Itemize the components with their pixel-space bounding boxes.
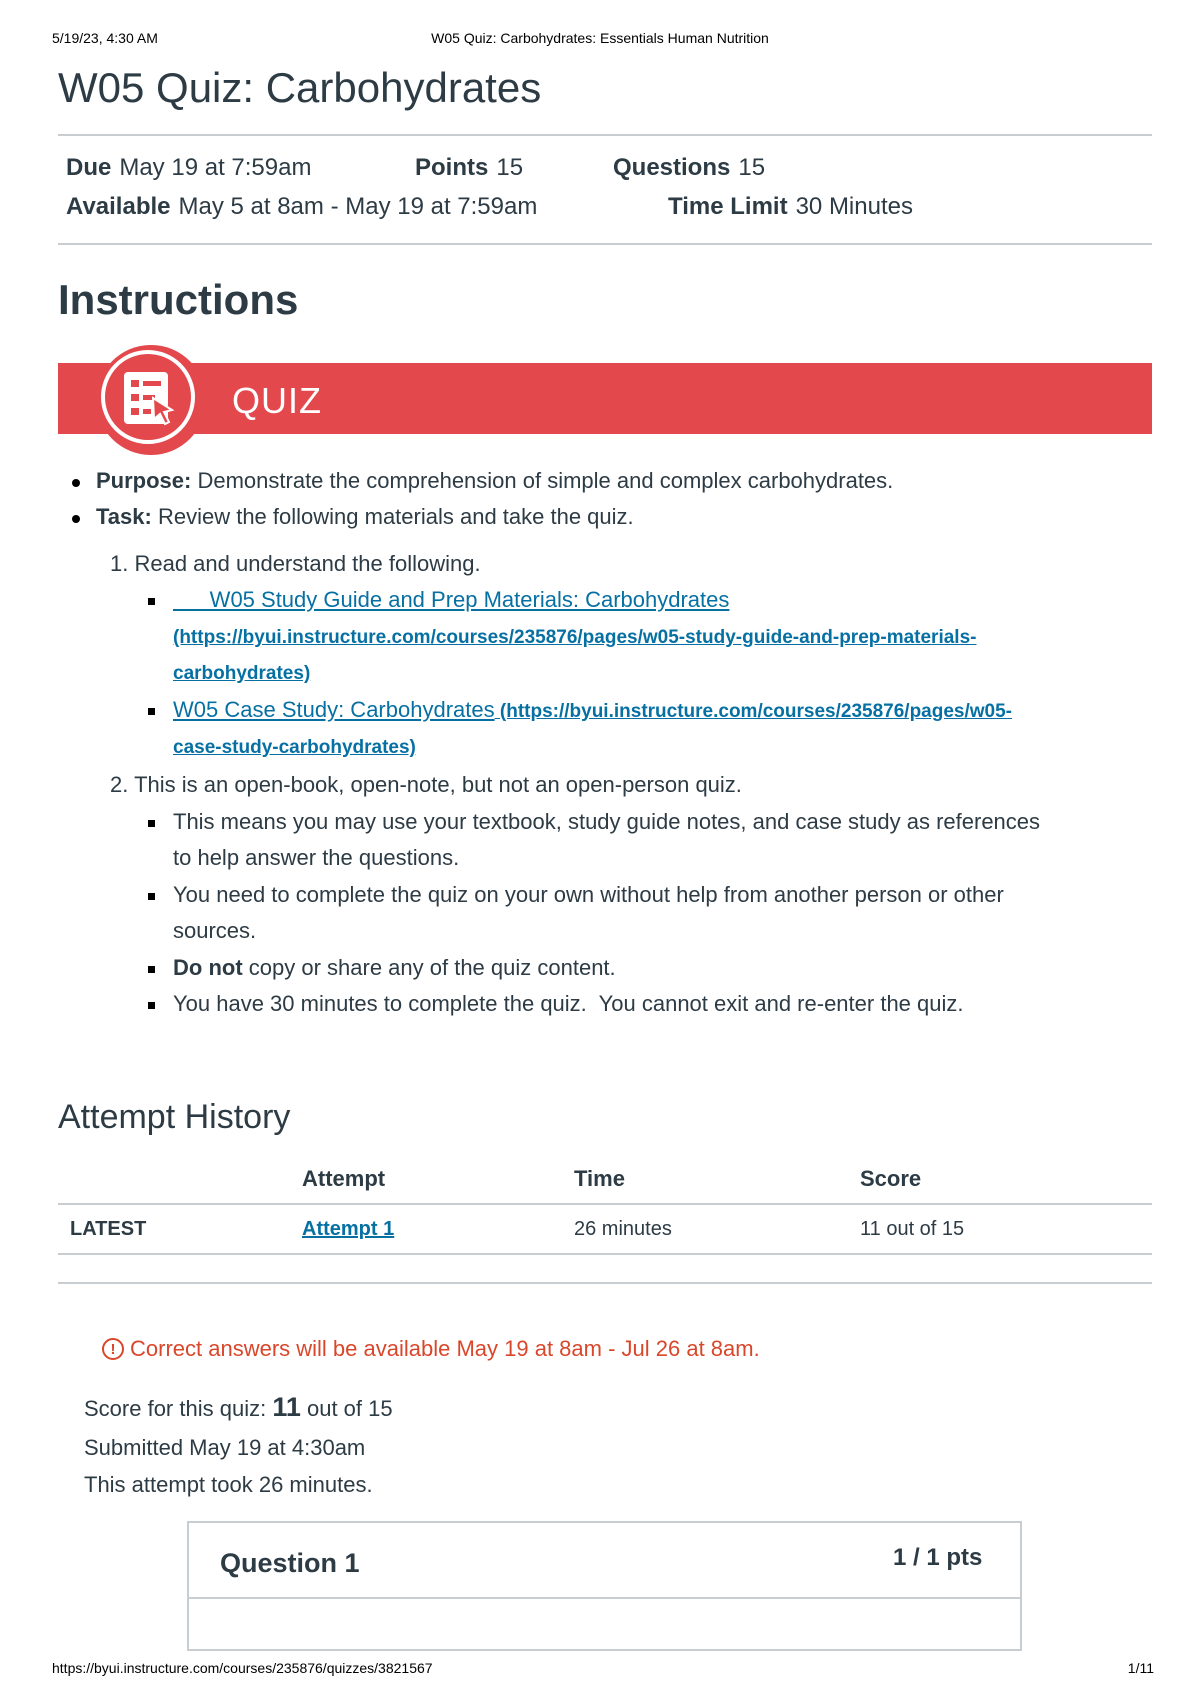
case-study-url[interactable]: case-study-carbohydrates) (173, 737, 416, 758)
divider (58, 134, 1152, 136)
purpose-item (96, 468, 893, 494)
divider (58, 1282, 1152, 1284)
questions-info (613, 154, 765, 182)
purpose-label: Purpose: (96, 468, 192, 493)
points-value: 15 (496, 154, 524, 181)
bullet (148, 598, 155, 605)
warning-icon: ! (102, 1338, 124, 1360)
col-header-attempt: Attempt (302, 1166, 386, 1191)
attempt-duration: This attempt took 26 minutes. (84, 1472, 373, 1497)
col-header-time: Time (574, 1166, 625, 1191)
task-item (96, 504, 634, 530)
case-study-url-line (173, 737, 416, 759)
score-prefix: Score for this quiz: (84, 1396, 273, 1421)
step-1: 1. Read and understand the following. (110, 551, 481, 576)
task-label: Task: (96, 504, 152, 529)
rule-item: You have 30 minutes to complete the quiz. You cannot exit and re-enter the quiz. (173, 991, 964, 1016)
bullet (148, 893, 155, 900)
question-points: 1 / 1 pts (893, 1544, 983, 1571)
points-label: Points (415, 154, 489, 181)
case-study-url[interactable]: (https://byui.instructure.com/courses/235876/pages/w05- (494, 701, 1012, 722)
do-not-text: copy or share any of the quiz content. (242, 955, 616, 980)
bullet (72, 515, 80, 523)
instructions-heading: Instructions (58, 276, 299, 323)
attempt-link[interactable]: Attempt 1 (302, 1218, 395, 1240)
submitted-time: Submitted May 19 at 4:30am (84, 1435, 366, 1460)
table-header-divider (58, 1203, 1152, 1205)
correct-answers-notice (102, 1336, 760, 1362)
study-guide-url-line (173, 663, 310, 685)
bullet (148, 966, 155, 973)
attempt-time: 26 minutes (574, 1218, 672, 1240)
study-guide-url[interactable]: (https://byui.instructure.com/courses/235876/pages/w05-study-guide-and-prep-materials- (173, 627, 977, 648)
print-page-title: W05 Quiz: Carbohydrates: Essentials Human Nutrition (431, 30, 769, 46)
bullet (148, 1002, 155, 1009)
time-limit-value: 30 Minutes (795, 193, 913, 220)
study-guide-link-item (173, 587, 729, 613)
latest-tag: LATEST (70, 1218, 147, 1240)
rule-item-cont: sources. (173, 918, 257, 943)
page-title: W05 Quiz: Carbohydrates (58, 64, 542, 111)
col-header-score: Score (860, 1166, 922, 1191)
rule-item: This means you may use your textbook, study guide notes, and case study as references (173, 809, 1041, 834)
rule-item-cont: to help answer the questions. (173, 845, 460, 870)
case-study-link[interactable]: W05 Case Study: Carbohydrates (173, 697, 495, 722)
score-value: 11 (272, 1392, 301, 1422)
question-title: Question 1 (220, 1548, 360, 1578)
time-limit-label: Time Limit (668, 193, 788, 220)
study-guide-url-line (173, 627, 976, 649)
quiz-score (84, 1392, 393, 1423)
case-study-link-item (173, 697, 1012, 723)
quiz-banner (58, 363, 1152, 434)
do-not-label: Do not (173, 955, 243, 980)
step-2: 2. This is an open-book, open-note, but not an open-person quiz. (110, 772, 742, 797)
rule-item: You need to complete the quiz on your own without help from another person or other (173, 882, 1004, 907)
purpose-text: Demonstrate the comprehension of simple and complex carbohydrates. (191, 468, 894, 493)
available-value: May 5 at 8am - May 19 at 7:59am (178, 193, 538, 220)
points-info (415, 154, 523, 182)
table-row-divider (58, 1253, 1152, 1255)
print-url: https://byui.instructure.com/courses/235876/quizzes/3821567 (52, 1660, 433, 1676)
time-limit-info (668, 193, 913, 221)
quiz-banner-label: QUIZ (232, 380, 322, 421)
correct-answers-notice-text: Correct answers will be available May 19 at 8am - Jul 26 at 8am. (130, 1336, 760, 1361)
due-info (66, 154, 311, 182)
task-text: Review the following materials and take the quiz. (151, 504, 634, 529)
questions-label: Questions (613, 154, 731, 181)
bullet (148, 820, 155, 827)
quiz-checklist-icon (122, 370, 176, 426)
print-date: 5/19/23, 4:30 AM (52, 30, 158, 46)
score-suffix: out of 15 (300, 1396, 393, 1421)
print-page-number: 1/11 (1127, 1660, 1154, 1676)
bullet (148, 708, 155, 715)
bullet (72, 479, 80, 487)
study-guide-link[interactable]: W05 Study Guide and Prep Materials: Carbohydrates (173, 587, 730, 612)
attempt-score: 11 out of 15 (860, 1218, 965, 1240)
divider (58, 243, 1152, 245)
available-info (66, 193, 537, 221)
attempt-history-heading: Attempt History (58, 1098, 291, 1136)
questions-value: 15 (738, 154, 766, 181)
due-label: Due (66, 154, 112, 181)
available-label: Available (66, 193, 171, 220)
rule-item (173, 955, 616, 981)
due-value: May 19 at 7:59am (119, 154, 312, 181)
study-guide-url[interactable]: carbohydrates) (173, 663, 311, 684)
